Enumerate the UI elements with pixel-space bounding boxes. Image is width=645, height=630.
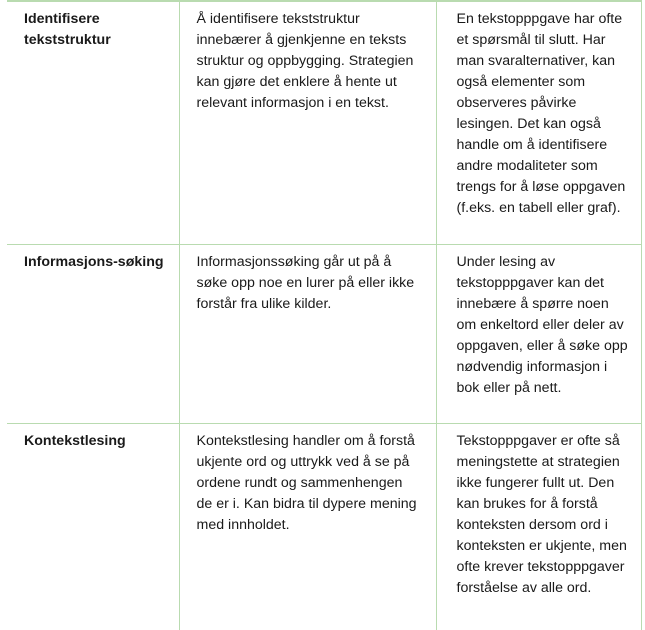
note-cell [436, 245, 641, 424]
description-text: Å identifisere tekststruktur innebærer å gjenkjenne en teksts struktur og oppbygging. Strategien kan gjøre det enklere å hente ut relevant informasjon i en tekst. [197, 11, 414, 111]
table-row [7, 245, 641, 424]
term-cell [7, 245, 179, 424]
note-text: En tekstopppgave har ofte et spørsmål til slutt. Har man svaralternativer, kan også elementer som observeres påvirke lesingen. Det kan også handle om å identifisere andre modaliteter som trengs for å løse oppgaven (f.eks. en tabell eller graf). [457, 11, 626, 216]
term-cell [7, 1, 179, 245]
description-cell [179, 1, 436, 245]
note-text: Tekstopppgaver er ofte så meningstette at strategien ikke fungerer fullt ut. Den kan brukes for å forstå konteksten dersom ord i konteksten er ukjente, men ofte krever tekstopppgaver forståelse av alle ord. [457, 433, 627, 596]
term-cell [7, 424, 179, 630]
description-text: Informasjonssøking går ut på å søke opp noe en lurer på eller ikke forstår fra ulike kilder. [197, 254, 415, 312]
table-row [7, 1, 641, 245]
term-kontekstlesing: Kontekstlesing [24, 433, 126, 449]
note-text: Under lesing av tekstopppgaver kan det innebære å spørre noen om enkeltord eller deler av oppgaven, eller å søke opp nødvendig informasjon i bok eller på nett. [457, 254, 628, 396]
description-cell [179, 245, 436, 424]
description-text: Kontekstlesing handler om å forstå ukjente ord og uttrykk ved å se på ordene rundt og sammenhengen de er i. Kan bidra til dypere mening med innholdet. [197, 433, 417, 533]
term-identifisere-tekststruktur: Identifisere tekststruktur [24, 11, 111, 48]
table-row [7, 424, 641, 630]
strategy-table [7, 0, 642, 630]
note-cell [436, 1, 641, 245]
term-informasjonssoking: Informasjons-søking [24, 254, 164, 270]
note-cell [436, 424, 641, 630]
description-cell [179, 424, 436, 630]
